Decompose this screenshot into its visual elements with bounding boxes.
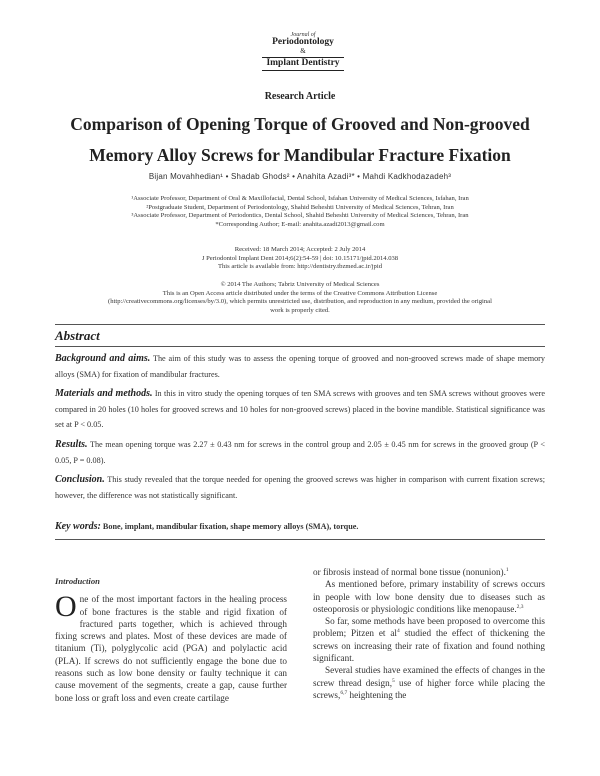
- copyright-line: © 2014 The Authors; Tabriz University of Medical Sciences: [220, 281, 380, 288]
- journal-name-line1: Periodontology: [272, 37, 334, 48]
- results-text: The mean opening torque was 2.27 ± 0.43 nm for screws in the control group and 2.05 ± 0.45 nm for screws in the grooved group (P < 0.05, P = 0.08).: [55, 439, 545, 465]
- abstract-body: [55, 351, 545, 507]
- license-line: This is an Open Access article distributed under the terms of the Creative Commons Attribution License: [162, 289, 438, 297]
- citation-ref: 4: [396, 628, 400, 635]
- abstract-heading-rule: [55, 346, 545, 347]
- keywords: [55, 521, 545, 532]
- methods-label: Materials and methods.: [55, 388, 153, 400]
- abstract-top-rule: [55, 324, 545, 325]
- body-column-left: [55, 575, 287, 704]
- license-notice: [55, 281, 545, 315]
- citation-doi: J Periodontol Implant Dent 2014;6(2):54-59 | doi: 10.15171/jpid.2014.038: [201, 254, 399, 262]
- abstract-methods: [55, 386, 545, 433]
- abstract-results: [55, 437, 545, 468]
- conclusion-text: This study revealed that the torque needed for opening the grooved screws was higher in comparison with current fixation screws; however, the difference was not statistically significant.: [55, 475, 546, 500]
- license-line: work is properly cited.: [270, 306, 330, 314]
- methods-text: In this in vitro study the opening torques of ten SMA screws with grooves and ten SMA screws without grooves were compared in 20 holes (10 holes for grooved screws and 10 holes for non-grooved screws) placed in the bovine mandible. Statistical significance was set at P < 0.05.: [55, 389, 545, 430]
- keywords-text: Bone, implant, mandibular fixation, shape memory alloys (SMA), torque.: [102, 522, 359, 531]
- citation-ref: 6,7: [340, 689, 348, 696]
- journal-prefix: Journal of: [290, 32, 316, 38]
- body-column-right: [313, 566, 545, 701]
- abstract-background: [55, 351, 545, 382]
- received-accepted: Received: 18 March 2014; Accepted: 2 July 2014: [234, 246, 366, 253]
- drop-cap: O: [55, 590, 77, 624]
- journal-logo: [258, 32, 348, 72]
- journal-name-line2: Implant Dentistry: [266, 57, 340, 68]
- background-label: Background and aims.: [55, 353, 151, 364]
- citation-ref: 1: [505, 566, 509, 573]
- affiliation-line: ¹Associate Professor, Department of Oral & Maxillofacial, Dental School, Isfahan University of Medical Sciences, Isfahan, Iran: [131, 195, 469, 202]
- license-line: (http://creativecommons.org/licenses/by/3.0), which permits unrestricted use, distribution, and reproduction in any medium, provided the original: [108, 298, 492, 306]
- abstract-heading: Abstract: [55, 328, 100, 343]
- background-text: The aim of this study was to assess the opening torque of grooved and non-grooved screws made of shape memory alloys (SMA) for fixation of mandibular fractures.: [55, 354, 545, 379]
- body-paragraph: So far, some methods have been proposed to overcome this problem; Pitzen et $al^4$ studied the effect of thickening the screws on increasing their rate of fixation and found nothing significant.: [313, 616, 545, 664]
- conclusion-label: Conclusion.: [55, 474, 105, 486]
- intro-paragraph: [55, 590, 287, 704]
- availability-url: This article is available from: http://dentistry.tbzmed.ac.ir/jpid: [217, 263, 382, 271]
- body-paragraph: Several studies have examined the effects of changes in the screw thread design,$^5$ use of higher force while placing the screws,$^{6,7}$ heightening the: [313, 665, 546, 700]
- intro-paragraph-text: ne of the most important factors in the healing process of bone fractures is the stable and rigid fixation of fractured parts together, which is achieved through fixing screws and plates. Most of these devices are made of titanium (Ti), polyglycolic acid (PGA) and polylactic acid (PLA). If screws do not sufficiently engage the bone due to reasons such as low bone density or faulty technique it can cause movement of the segments, create a gap, cause further bone loss or graft loss and even create cartilage: [55, 594, 287, 703]
- introduction-heading: Introduction: [55, 576, 100, 586]
- journal-amp: &: [300, 47, 306, 56]
- keywords-label: Key words:: [55, 521, 101, 532]
- affiliation-line: ³Associate Professor, Department of Periodontics, Dental School, Shahid Beheshti University of Medical Sciences, Tehran, Iran: [131, 212, 469, 220]
- affiliations: [80, 195, 520, 229]
- citation-ref: 2,3: [516, 603, 524, 610]
- citation-ref: 5: [392, 677, 395, 684]
- abstract-bottom-rule: [55, 539, 545, 540]
- publication-info: [80, 246, 520, 272]
- affiliation-line: ²Postgraduate Student, Department of Periodontology, Shahid Beheshti University of Medical Sciences, Tehran, Iran: [146, 203, 454, 211]
- article-type: Research Article: [264, 91, 336, 102]
- corresponding-author: *Corresponding Author; E-mail: anahita.azadi2013@gmail.com: [215, 220, 385, 228]
- journal-divider-bottom: [262, 70, 344, 71]
- results-label: Results.: [55, 438, 88, 450]
- body-paragraph: or fibrosis instead of normal bone tissue (nonunion).$^1$: [313, 566, 509, 577]
- article-title: Comparison of Opening Torque of Grooved and Non-grooved Memory Alloy Screws for Mandibular Fracture Fixation: [70, 114, 530, 165]
- abstract-conclusion: [55, 472, 545, 503]
- author-list: Bijan Movahhedian¹ • Shadab Ghods² • Anahita Azadi³* • Mahdi Kadkhodazadeh³: [148, 172, 452, 181]
- body-paragraph: As mentioned before, primary instability of screws occurs in people with low bone density due to diseases such as osteoporosis or physiologic conditions like menopause.$^{2,3}$: [313, 579, 545, 614]
